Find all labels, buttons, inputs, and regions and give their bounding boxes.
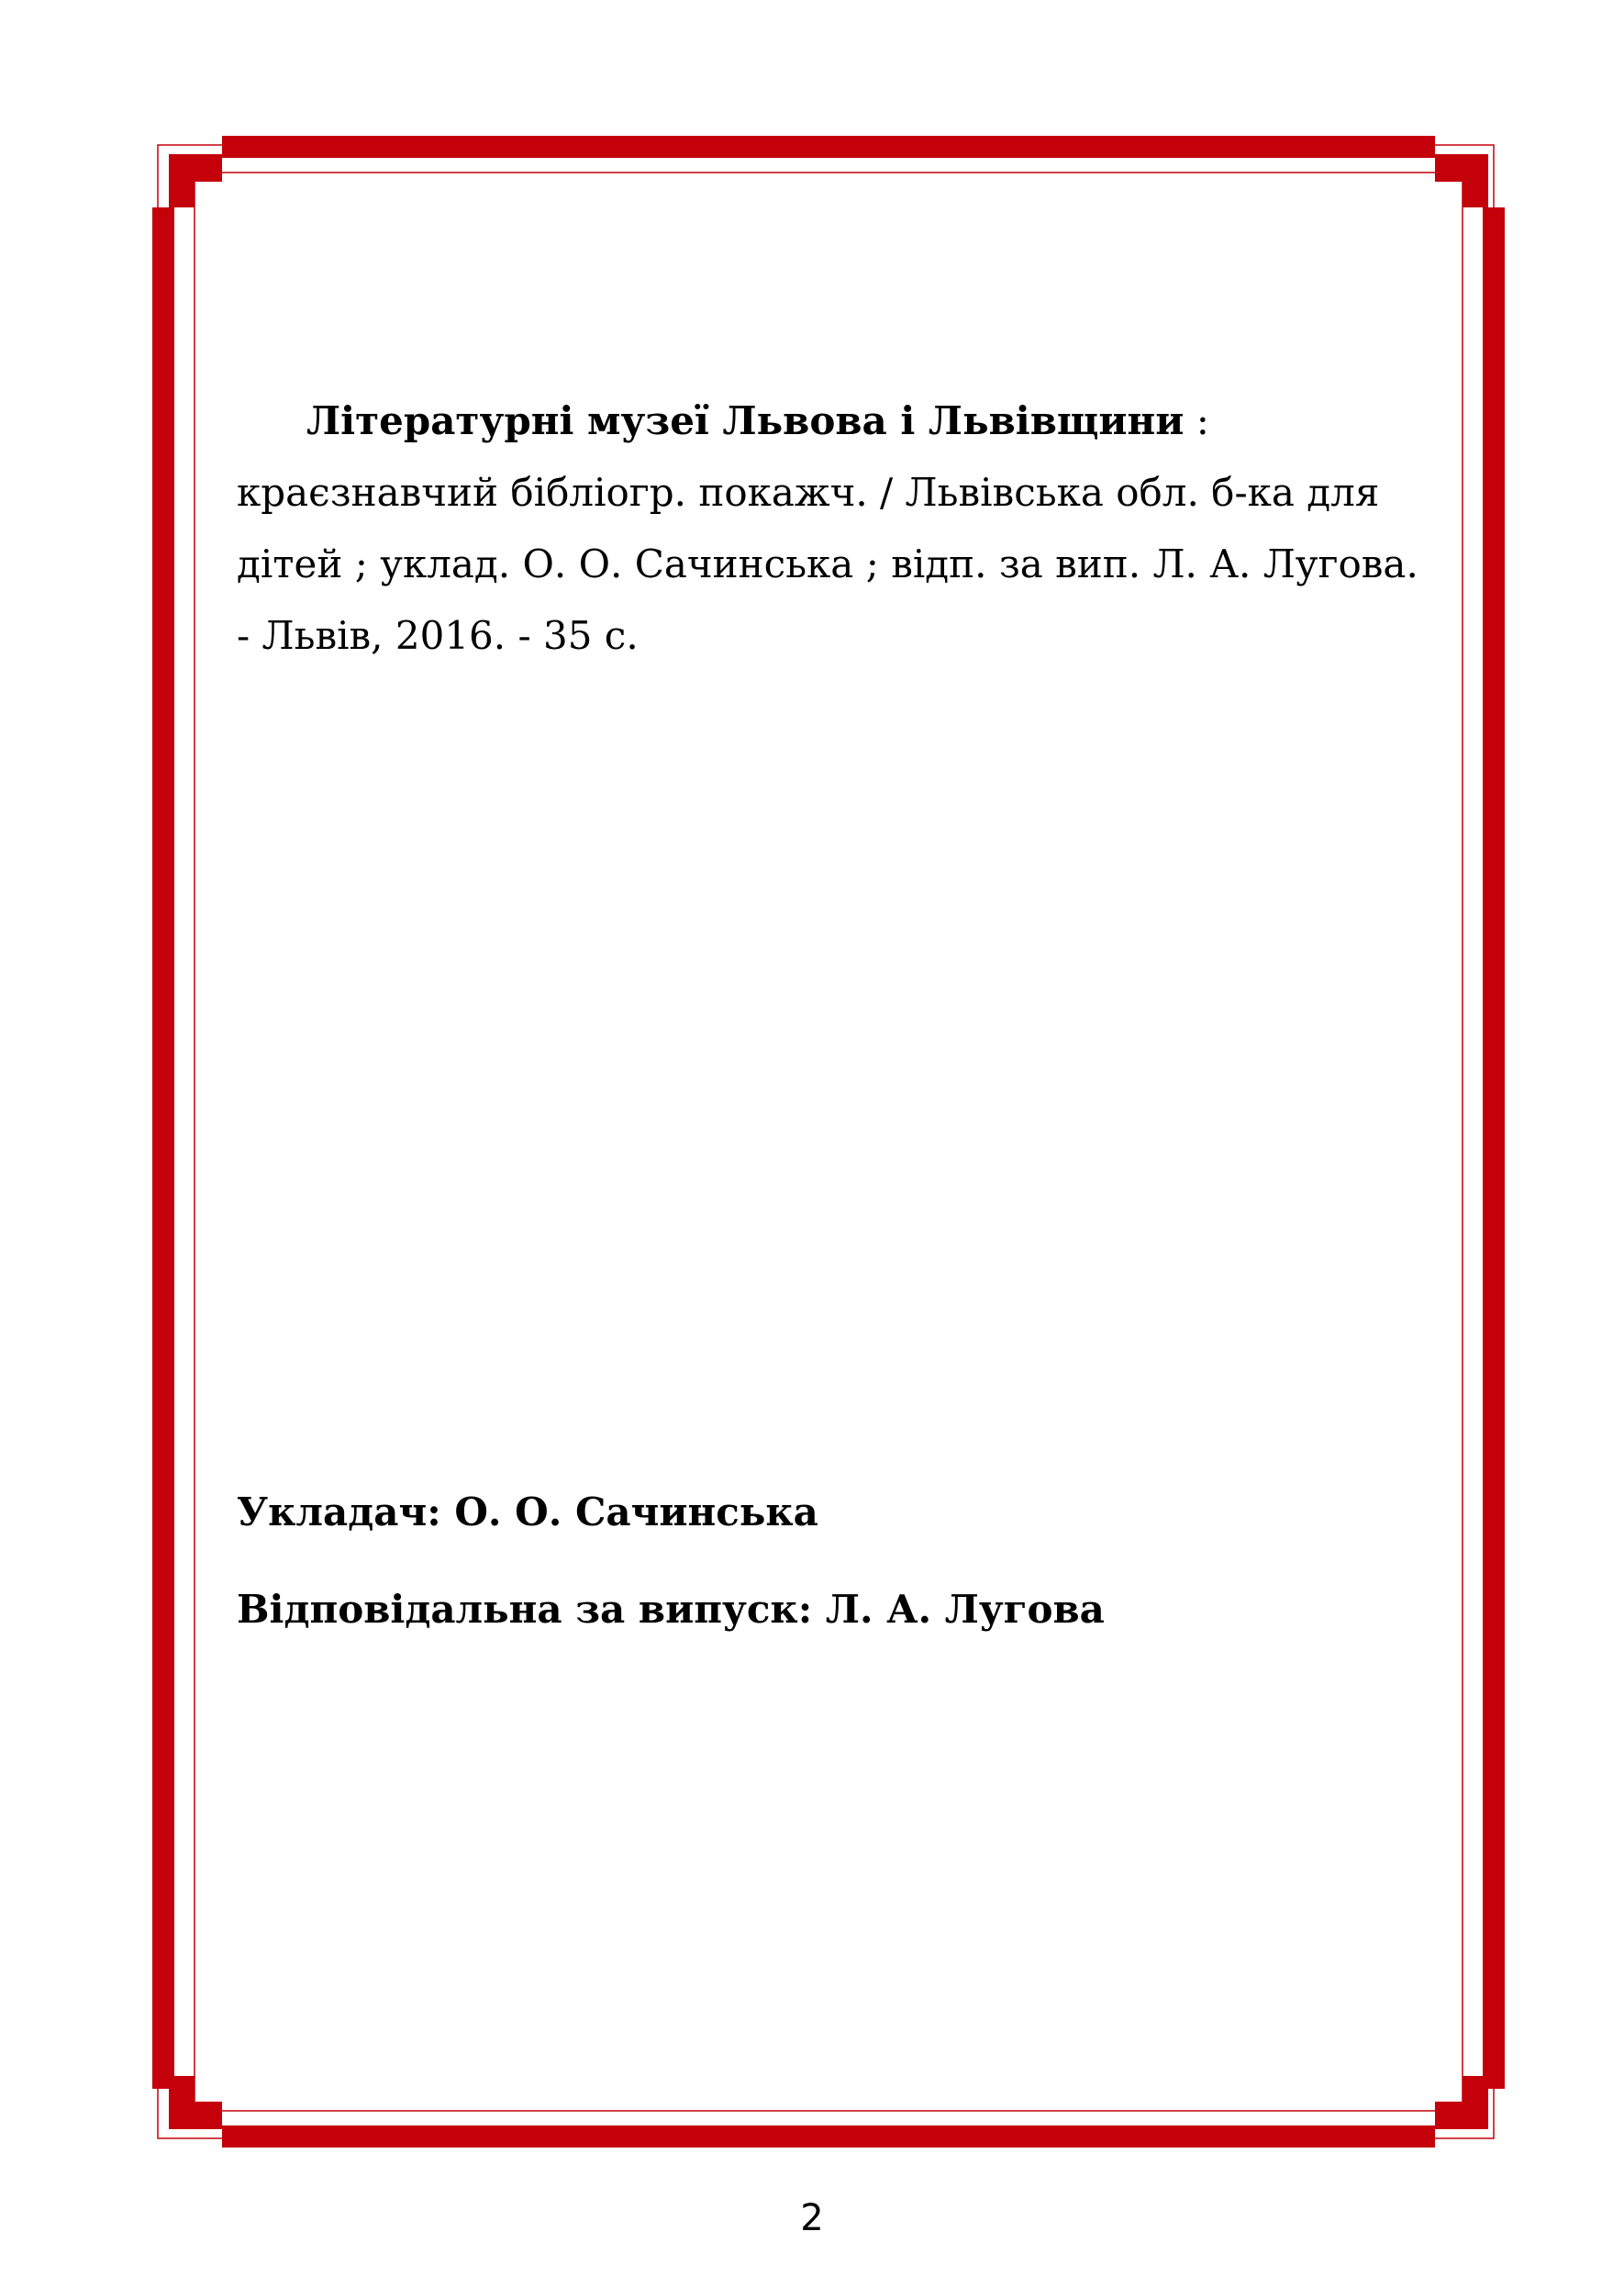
responsible-credit: Відповідальна за випуск: Л. А. Лугова bbox=[237, 1587, 1105, 1632]
compiler-credit: Укладач: О. О. Сачинська bbox=[237, 1489, 818, 1534]
frame-bottom-bar bbox=[222, 2125, 1435, 2148]
credits-block bbox=[237, 1485, 1420, 1679]
publication-description: : краєзнавчий бібліогр. покажч. / Львівська обл. б-ка для дітей ; уклад. О. О. Сачинська ; відп. за вип. Л. А. Лугова. - Львів, 2016. - 35 с. bbox=[237, 398, 1418, 658]
page-number: 2 bbox=[800, 2197, 824, 2239]
frame-top-bar bbox=[222, 136, 1435, 158]
publication-title: Літературні музеї Львова і Львівщини bbox=[306, 398, 1185, 443]
frame-left-bar bbox=[152, 207, 174, 2089]
bibliographic-block bbox=[237, 385, 1420, 672]
bibliographic-entry bbox=[237, 385, 1420, 672]
